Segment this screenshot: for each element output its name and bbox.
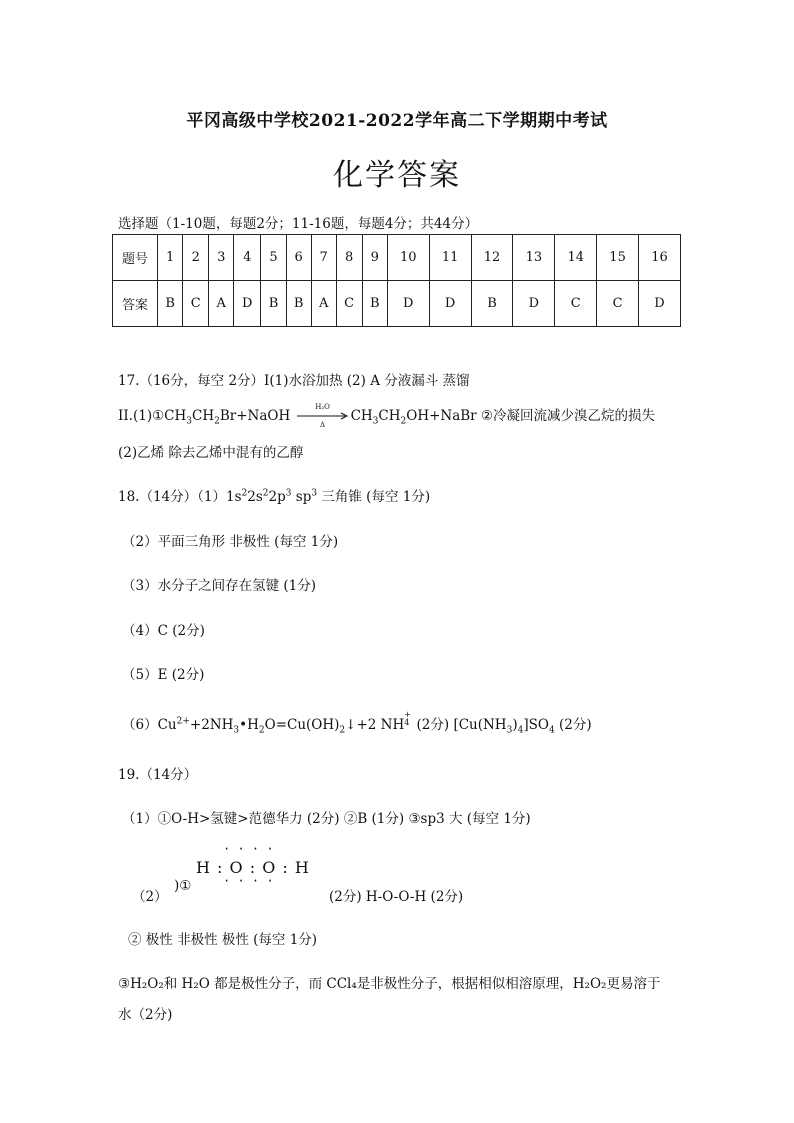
q18-6-e: ↓+2 NH — [345, 717, 405, 733]
question-number-cell: 10 — [387, 235, 429, 281]
question-number-cell: 7 — [311, 235, 336, 281]
sup-3b: 3 — [311, 488, 318, 499]
sup-2a: 2 — [241, 488, 248, 499]
q17-text-e: CH — [378, 408, 401, 424]
arrow-condition-top: H₂O — [315, 402, 330, 411]
question-number-cell: 15 — [597, 235, 639, 281]
sub-2b: 2 — [400, 416, 407, 427]
question-number-cell: 2 — [183, 235, 209, 281]
answer-cell: B — [158, 281, 183, 327]
answer-cell: B — [362, 281, 387, 327]
sub-2: 2 — [214, 416, 220, 427]
answer-cell: D — [387, 281, 429, 327]
question-number-cell: 5 — [261, 235, 286, 281]
question-number-cell: 11 — [429, 235, 471, 281]
q18-6-c: •H — [239, 717, 259, 733]
sub-3: 3 — [186, 416, 193, 427]
sup-2plus: 2+ — [176, 716, 190, 727]
question-number-cell: 3 — [209, 235, 234, 281]
reaction-arrow — [297, 402, 349, 429]
answer-cell: B — [471, 281, 513, 327]
q19-line3-post: (2分) H-O-O-H (2分) — [329, 889, 464, 905]
q19-line2: （1）①O-H>氢键>范德华力 (2分) ②B (1分) ③sp3 大 (每空 1分) — [122, 811, 531, 827]
answer-cell: B — [261, 281, 286, 327]
q18-6-g: ) — [512, 717, 518, 733]
q17-text-f: OH+NaBr ②冷凝回流减少溴乙烷的损失 — [406, 408, 656, 424]
table-header-number: 题号 — [113, 235, 158, 281]
document-title: 平冈高级中学校2021-2022学年高二下学期期中考试 — [186, 111, 608, 131]
answer-cell: A — [209, 281, 234, 327]
q18-6-b: +2NH — [189, 717, 234, 733]
q18-text-c: 2p — [268, 489, 286, 505]
answer-cell: D — [429, 281, 471, 327]
q18-6-f: (2分) [Cu(NH — [412, 717, 507, 733]
arrow-condition-bottom: Δ — [320, 420, 326, 429]
sub-4: 4 — [517, 725, 524, 736]
q18-line4: （4）C (2分) — [122, 623, 205, 639]
q18-line1 — [118, 485, 430, 505]
question-number-cell: 6 — [286, 235, 311, 281]
sub-3d: 3 — [506, 725, 513, 736]
answer-cell: B — [286, 281, 311, 327]
answer-cell: C — [183, 281, 209, 327]
q17-text-c: Br+NaOH — [219, 408, 291, 424]
answer-cell: C — [597, 281, 639, 327]
lewis-formula: H : O : O : H — [196, 858, 310, 877]
q18-line5: （5）E (2分) — [122, 667, 205, 683]
q18-line2: （2）平面三角形 非极性 (每空 1分) — [122, 534, 339, 550]
answer-table — [112, 234, 681, 327]
sup-3a: 3 — [285, 488, 292, 499]
q19-line4: ② 极性 非极性 极性 (每空 1分) — [128, 932, 318, 948]
sub-2d: 2 — [339, 725, 346, 736]
q17-line3: (2)乙烯 除去乙烯中混有的乙醇 — [118, 445, 304, 461]
document-subtitle: 化学答案 — [333, 158, 461, 193]
q18-6-a: （6）Cu — [122, 717, 177, 733]
answer-cell: C — [555, 281, 597, 327]
q18-6-d: O=Cu(OH) — [264, 717, 340, 733]
answer-cell: C — [336, 281, 362, 327]
q19-line5: ③H₂O₂和 H₂O 都是极性分子，而 CCl₄是非极性分子，根据相似相溶原理，H₂O₂更易溶于 — [118, 976, 661, 992]
question-number-cell: 14 — [555, 235, 597, 281]
table-row-answers — [113, 281, 681, 327]
q19-line1: 19.（14分） — [118, 767, 198, 783]
question-number-cell: 4 — [234, 235, 261, 281]
lewis-dots-top: · · · · — [223, 842, 274, 856]
question-number-cell: 13 — [513, 235, 555, 281]
arrow-icon — [297, 412, 349, 420]
q18-text-d: sp — [291, 489, 312, 505]
q18-line3: （3）水分子之间存在氢键 (1分) — [122, 578, 317, 594]
question-number-cell: 9 — [362, 235, 387, 281]
q19-line6: 水（2分) — [118, 1007, 173, 1023]
sub-3b: 3 — [372, 416, 379, 427]
answer-cell: A — [311, 281, 336, 327]
table-row-numbers — [113, 235, 681, 281]
q17-text-d: CH — [350, 408, 373, 424]
ammonium — [345, 710, 411, 733]
answer-cell: D — [639, 281, 681, 327]
lewis-dots-bottom: · · · · — [223, 874, 274, 888]
q17-line1: 17.（16分，每空 2分）I(1)水浴加热 (2) A 分液漏斗 蒸馏 — [118, 373, 470, 389]
q18-line6 — [122, 710, 592, 736]
question-number-cell: 8 — [336, 235, 362, 281]
q18-text-a: 18.（14分）（1）1s — [118, 489, 242, 505]
choice-intro: 选择题（1-10题，每题2分；11-16题，每题4分；共44分） — [118, 216, 479, 232]
question-number-cell: 16 — [639, 235, 681, 281]
q17-text-a: II.(1)①CH — [118, 408, 187, 424]
q18-text-b: 2s — [247, 489, 263, 505]
answer-cell: D — [234, 281, 261, 327]
q18-6-i: (2分) — [554, 717, 592, 733]
sub-2c: 2 — [258, 725, 265, 736]
sub-4b: 4 — [548, 725, 555, 736]
question-number-cell: 1 — [158, 235, 183, 281]
sup-2b: 2 — [262, 488, 269, 499]
q18-text-e: 三角锥 (每空 1分) — [317, 489, 431, 505]
ammonium-charge: + 4 — [404, 710, 411, 727]
table-header-answer: 答案 — [113, 281, 158, 327]
question-number-cell: 12 — [471, 235, 513, 281]
q17-text-b: CH — [192, 408, 215, 424]
q19-line3-circle: )① — [174, 878, 192, 894]
q17-line2 — [118, 404, 655, 427]
q18-6-h: ]SO — [523, 717, 549, 733]
answer-cell: D — [513, 281, 555, 327]
sub-3c: 3 — [233, 725, 240, 736]
q19-line3-prefix: （2） — [132, 889, 168, 905]
